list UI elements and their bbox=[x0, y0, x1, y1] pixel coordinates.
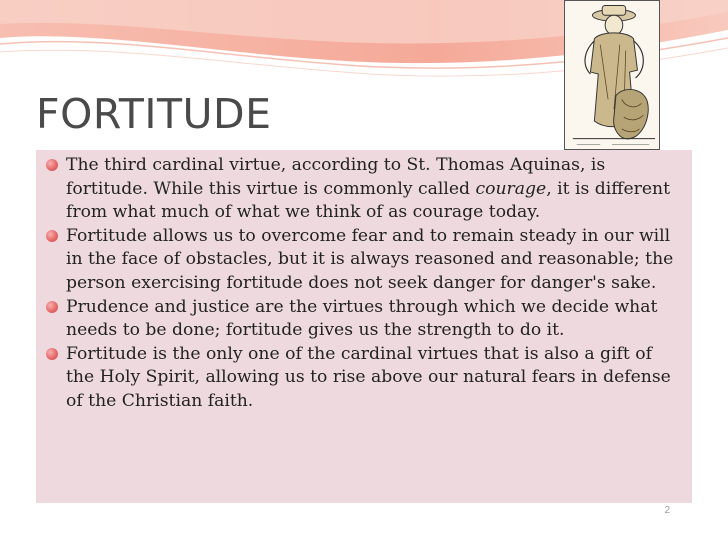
bullet-text: The third cardinal virtue, according to St. Thomas Aquinas, is fortitude. While this virtue is commonly called bbox=[66, 155, 606, 199]
bullet-item bbox=[44, 225, 678, 296]
content-box bbox=[36, 150, 692, 503]
bullet-emphasis: courage bbox=[475, 178, 547, 199]
bullet-text: Prudence and justice are the virtues through which we decide what needs to be done; fortitude gives us the strength to do it. bbox=[66, 296, 658, 341]
circle-bullet-icon bbox=[46, 230, 58, 242]
bullet-text: Fortitude is the only one of the cardinal virtues that is also a gift of the Holy Spirit, allowing us to rise above our natural fears in defense of the Christian faith. bbox=[66, 343, 671, 411]
slide-title: FORTITUDE bbox=[36, 90, 272, 138]
bullet-list bbox=[44, 154, 678, 414]
fortitude-figure-illustration bbox=[564, 0, 660, 150]
bullet-text-end: , it is different from what much of what we think of as courage today. bbox=[66, 178, 671, 223]
circle-bullet-icon bbox=[46, 348, 58, 360]
bullet-item bbox=[44, 296, 678, 343]
circle-bullet-icon bbox=[46, 159, 58, 171]
bullet-text: Fortitude allows us to overcome fear and to remain steady in our will in the face of obstacles, but it is always reasoned and reasonable; the person exercising fortitude does not seek danger for danger's sake. bbox=[66, 225, 674, 293]
woodcut-figure-icon bbox=[565, 1, 659, 149]
page-number: 2 bbox=[664, 505, 670, 516]
circle-bullet-icon bbox=[46, 301, 58, 313]
bullet-item bbox=[44, 343, 678, 414]
bullet-item bbox=[44, 154, 678, 225]
